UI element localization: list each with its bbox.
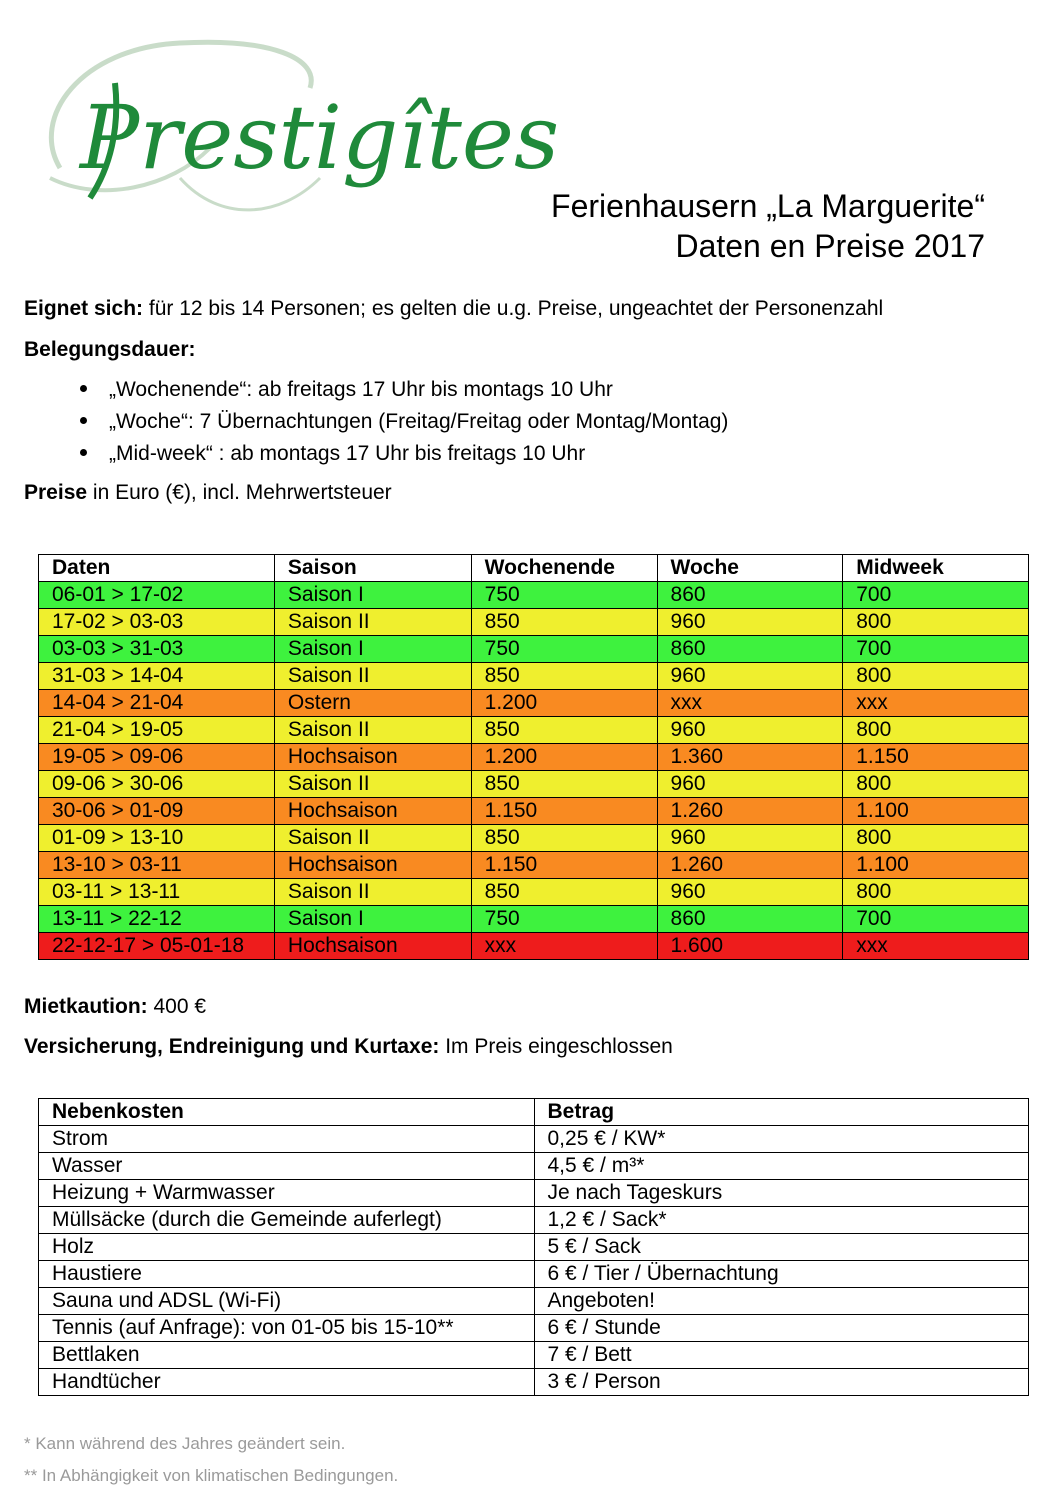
table-cell: Hochsaison: [274, 744, 471, 771]
table-cell: 850: [471, 609, 657, 636]
table-cell: 750: [471, 636, 657, 663]
table-cell: Saison I: [274, 582, 471, 609]
table-cell: Handtücher: [39, 1369, 535, 1396]
table-cell: 0,25 € / KW*: [534, 1126, 1029, 1153]
preise-label: Preise: [24, 481, 88, 504]
table-row: [39, 771, 1029, 798]
table-row: [39, 1207, 1029, 1234]
table-cell: Holz: [39, 1234, 535, 1261]
table-cell: Hochsaison: [274, 852, 471, 879]
table-cell: 850: [471, 717, 657, 744]
table-cell: 960: [657, 771, 843, 798]
table-cell: Saison I: [274, 906, 471, 933]
table-cell: 700: [843, 906, 1029, 933]
cost-table: [38, 1098, 1029, 1396]
cost-table-header: [39, 1099, 1029, 1126]
table-cell: Saison II: [274, 825, 471, 852]
list-item: „Mid-week“ : ab montags 17 Uhr bis freitags 10 Uhr: [80, 440, 728, 472]
table-cell: Hochsaison: [274, 798, 471, 825]
table-cell: 960: [657, 825, 843, 852]
table-cell: 1.100: [843, 852, 1029, 879]
table-cell: 860: [657, 582, 843, 609]
table-cell: 1.200: [471, 690, 657, 717]
table-cell: 800: [843, 663, 1029, 690]
table-cell: xxx: [471, 933, 657, 960]
table-cell: 1.360: [657, 744, 843, 771]
table-cell: Je nach Tageskurs: [534, 1180, 1029, 1207]
table-cell: 1.600: [657, 933, 843, 960]
table-cell: 700: [843, 582, 1029, 609]
table-cell: 03-11 > 13-11: [39, 879, 275, 906]
table-cell: Wasser: [39, 1153, 535, 1180]
table-cell: 750: [471, 906, 657, 933]
table-cell: Angeboten!: [534, 1288, 1029, 1315]
heading-subtitle: Daten en Preise 2017: [675, 228, 985, 264]
table-cell: 960: [657, 609, 843, 636]
svg-text:Prestigîtes: Prestigîtes: [80, 86, 560, 189]
list-item: „Woche“: 7 Übernachtungen (Freitag/Freitag oder Montag/Montag): [80, 408, 728, 440]
versicherung-label: Versicherung, Endreinigung und Kurtaxe:: [24, 1035, 440, 1058]
table-row: [39, 825, 1029, 852]
table-cell: Saison II: [274, 879, 471, 906]
table-cell: 7 € / Bett: [534, 1342, 1029, 1369]
footnote-1: * Kann während des Jahres geändert sein.: [24, 1434, 346, 1453]
table-cell: 1.100: [843, 798, 1029, 825]
header-cell: Nebenkosten: [39, 1099, 535, 1126]
table-cell: 960: [657, 717, 843, 744]
table-cell: Saison II: [274, 717, 471, 744]
kaution-label: Mietkaution:: [24, 995, 148, 1018]
eignet-label: Eignet sich:: [24, 297, 144, 320]
table-cell: 21-04 > 19-05: [39, 717, 275, 744]
table-cell: 850: [471, 771, 657, 798]
table-row: [39, 1234, 1029, 1261]
table-cell: 1.260: [657, 798, 843, 825]
heading-title: Ferienhausern „La Marguerite“: [551, 188, 985, 224]
table-cell: Müllsäcke (durch die Gemeinde auferlegt): [39, 1207, 535, 1234]
table-cell: 17-02 > 03-03: [39, 609, 275, 636]
table-cell: Haustiere: [39, 1261, 535, 1288]
table-cell: 09-06 > 30-06: [39, 771, 275, 798]
table-cell: 30-06 > 01-09: [39, 798, 275, 825]
list-item: „Wochenende“: ab freitags 17 Uhr bis montags 10 Uhr: [80, 376, 728, 408]
footnote-2: ** In Abhängigkeit von klimatischen Bedingungen.: [24, 1466, 399, 1485]
table-cell: 06-01 > 17-02: [39, 582, 275, 609]
table-cell: 860: [657, 906, 843, 933]
table-cell: 19-05 > 09-06: [39, 744, 275, 771]
table-row: [39, 609, 1029, 636]
header-cell: Saison: [274, 555, 471, 582]
table-cell: 4,5 € / m³*: [534, 1153, 1029, 1180]
table-cell: 6 € / Stunde: [534, 1315, 1029, 1342]
table-cell: 5 € / Sack: [534, 1234, 1029, 1261]
table-cell: 6 € / Tier / Übernachtung: [534, 1261, 1029, 1288]
table-cell: Hochsaison: [274, 933, 471, 960]
eignet-paragraph: [24, 296, 883, 322]
table-cell: Sauna und ADSL (Wi-Fi): [39, 1288, 535, 1315]
table-cell: Tennis (auf Anfrage): von 01-05 bis 15-10**: [39, 1315, 535, 1342]
header-cell: Daten: [39, 555, 275, 582]
bullet-icon: [80, 449, 87, 456]
bullet-icon: [80, 385, 87, 392]
kaution-text: 400 €: [147, 995, 207, 1018]
table-row: [39, 1315, 1029, 1342]
table-row: [39, 582, 1029, 609]
table-cell: 3 € / Person: [534, 1369, 1029, 1396]
table-cell: Saison II: [274, 771, 471, 798]
table-cell: 800: [843, 825, 1029, 852]
table-cell: 1.150: [471, 852, 657, 879]
table-cell: Bettlaken: [39, 1342, 535, 1369]
header-cell: Betrag: [534, 1099, 1029, 1126]
versicherung-paragraph: [24, 1034, 673, 1060]
table-row: [39, 636, 1029, 663]
table-cell: 800: [843, 609, 1029, 636]
bullet-icon: [80, 417, 87, 424]
header-cell: Wochenende: [471, 555, 657, 582]
table-row: [39, 1180, 1029, 1207]
table-cell: 31-03 > 14-04: [39, 663, 275, 690]
price-table-header: [39, 555, 1029, 582]
table-cell: Heizung + Warmwasser: [39, 1180, 535, 1207]
table-row: [39, 933, 1029, 960]
table-cell: Strom: [39, 1126, 535, 1153]
table-row: [39, 1153, 1029, 1180]
table-row: [39, 852, 1029, 879]
table-cell: 1.150: [471, 798, 657, 825]
table-cell: 850: [471, 825, 657, 852]
table-cell: 1,2 € / Sack*: [534, 1207, 1029, 1234]
table-cell: 800: [843, 717, 1029, 744]
table-row: [39, 906, 1029, 933]
prestigites-logo: [20, 28, 560, 228]
table-row: [39, 663, 1029, 690]
table-cell: 1.200: [471, 744, 657, 771]
table-cell: 750: [471, 582, 657, 609]
kaution-paragraph: [24, 994, 206, 1020]
table-cell: 800: [843, 879, 1029, 906]
table-row: [39, 1369, 1029, 1396]
table-cell: 03-03 > 31-03: [39, 636, 275, 663]
belegung-label: Belegungsdauer:: [24, 338, 196, 361]
eignet-text: für 12 bis 14 Personen; es gelten die u.g. Preise, ungeachtet der Personenzahl: [143, 297, 884, 320]
table-cell: 850: [471, 663, 657, 690]
table-cell: 1.260: [657, 852, 843, 879]
table-row: [39, 1261, 1029, 1288]
table-row: [39, 798, 1029, 825]
table-row: [39, 690, 1029, 717]
price-table: [38, 554, 1029, 960]
table-cell: Ostern: [274, 690, 471, 717]
table-row: [39, 744, 1029, 771]
table-row: [39, 1126, 1029, 1153]
header-cell: Woche: [657, 555, 843, 582]
table-row: [39, 1288, 1029, 1315]
table-cell: 22-12-17 > 05-01-18: [39, 933, 275, 960]
table-cell: Saison II: [274, 663, 471, 690]
table-cell: 860: [657, 636, 843, 663]
table-cell: 14-04 > 21-04: [39, 690, 275, 717]
table-row: [39, 717, 1029, 744]
table-row: [39, 879, 1029, 906]
table-cell: 800: [843, 771, 1029, 798]
table-cell: 850: [471, 879, 657, 906]
document-heading: [551, 186, 985, 266]
table-cell: 01-09 > 13-10: [39, 825, 275, 852]
table-cell: Saison II: [274, 609, 471, 636]
table-cell: 1.150: [843, 744, 1029, 771]
table-cell: 13-11 > 22-12: [39, 906, 275, 933]
table-row: [39, 1342, 1029, 1369]
table-cell: 700: [843, 636, 1029, 663]
preise-text: in Euro (€), incl. Mehrwertsteuer: [87, 481, 392, 504]
preise-paragraph: [24, 480, 392, 506]
table-cell: xxx: [843, 690, 1029, 717]
table-cell: xxx: [657, 690, 843, 717]
header-cell: Midweek: [843, 555, 1029, 582]
versicherung-text: Im Preis eingeschlossen: [439, 1035, 673, 1058]
table-cell: 960: [657, 663, 843, 690]
table-cell: 960: [657, 879, 843, 906]
belegung-list: [80, 376, 728, 472]
table-cell: Saison I: [274, 636, 471, 663]
table-cell: xxx: [843, 933, 1029, 960]
table-cell: 13-10 > 03-11: [39, 852, 275, 879]
